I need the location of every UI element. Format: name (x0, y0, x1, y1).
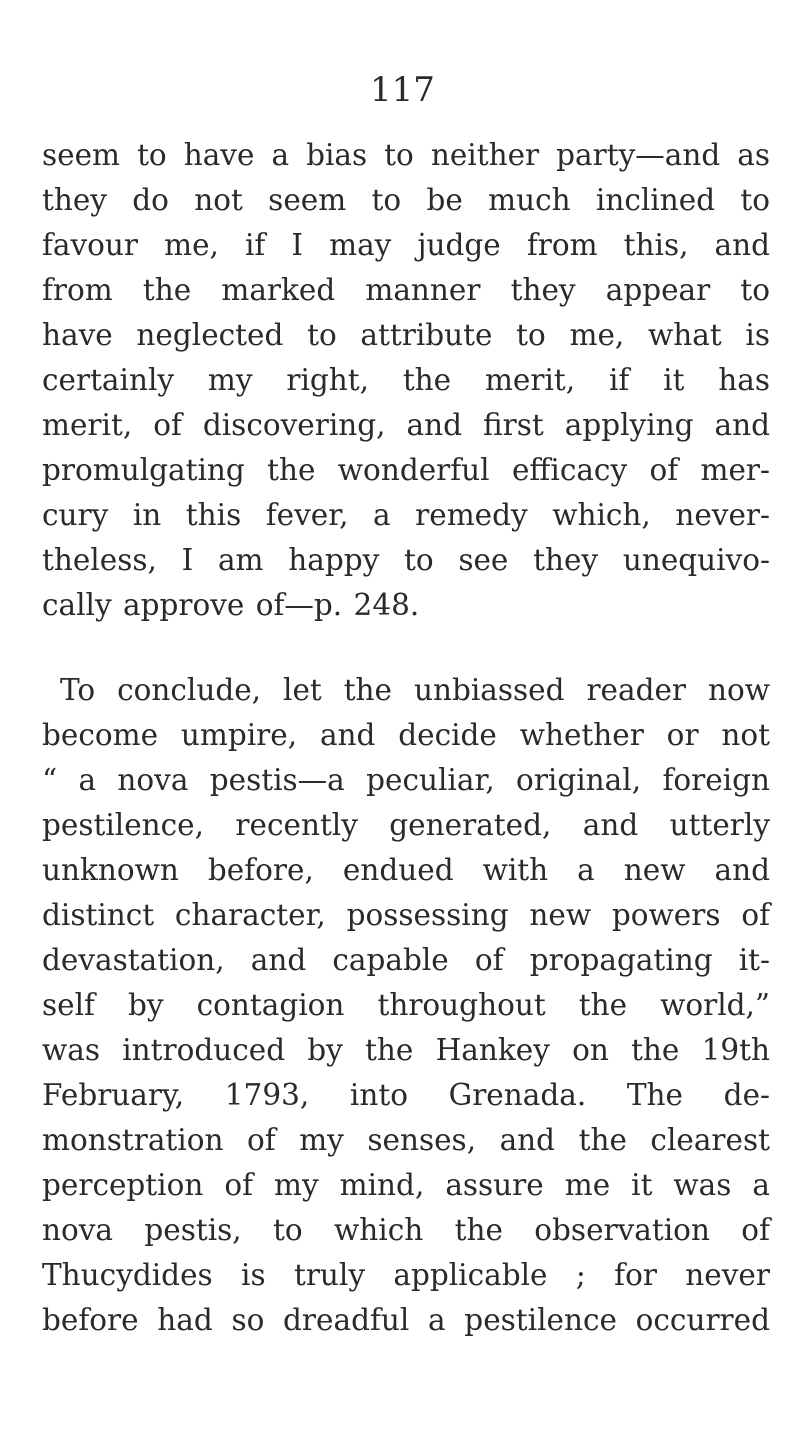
text-line: they do not seem to be much inclined to (42, 183, 770, 217)
text-line: merit, of discovering, and first applying and (42, 408, 770, 442)
text-line: unknown before, endued with a new and (42, 853, 770, 887)
text-line: was introduced by the Hankey on the 19th (42, 1033, 770, 1067)
text-line: self by contagion throughout the world,” (42, 988, 770, 1022)
text-line: promulgating the wonderful efficacy of mer- (42, 453, 770, 487)
text-line: before had so dreadful a pestilence occurred (42, 1303, 770, 1337)
text-line: theless, I am happy to see they unequivo- (42, 543, 770, 577)
text-line: seem to have a bias to neither party—and as (42, 138, 770, 172)
text-line: have neglected to attribute to me, what is (42, 318, 770, 352)
text-line: nova pestis, to which the observation of (42, 1213, 770, 1247)
text-line: cury in this fever, a remedy which, never- (42, 498, 770, 532)
text-line: perception of my mind, assure me it was a (42, 1168, 770, 1202)
text-line: cally approve of—p. 248. (42, 588, 420, 622)
text-line: certainly my right, the merit, if it has (42, 363, 770, 397)
text-line: To conclude, let the unbiassed reader now (60, 673, 770, 707)
text-line: distinct character, possessing new powers of (42, 898, 770, 932)
text-line: favour me, if I may judge from this, and (42, 228, 770, 262)
text-line: from the marked manner they appear to (42, 273, 770, 307)
text-line: pestilence, recently generated, and utterly (42, 808, 770, 842)
text-line: monstration of my senses, and the clearest (42, 1123, 770, 1157)
text-line: become umpire, and decide whether or not (42, 718, 770, 752)
text-line: February, 1793, into Grenada. The de- (42, 1078, 770, 1112)
text-line: Thucydides is truly applicable ; for never (42, 1258, 770, 1292)
page-number: 117 (370, 70, 435, 110)
text-line: devastation, and capable of propagating it- (42, 943, 770, 977)
text-line: “ a nova pestis—a peculiar, original, foreign (42, 763, 770, 797)
